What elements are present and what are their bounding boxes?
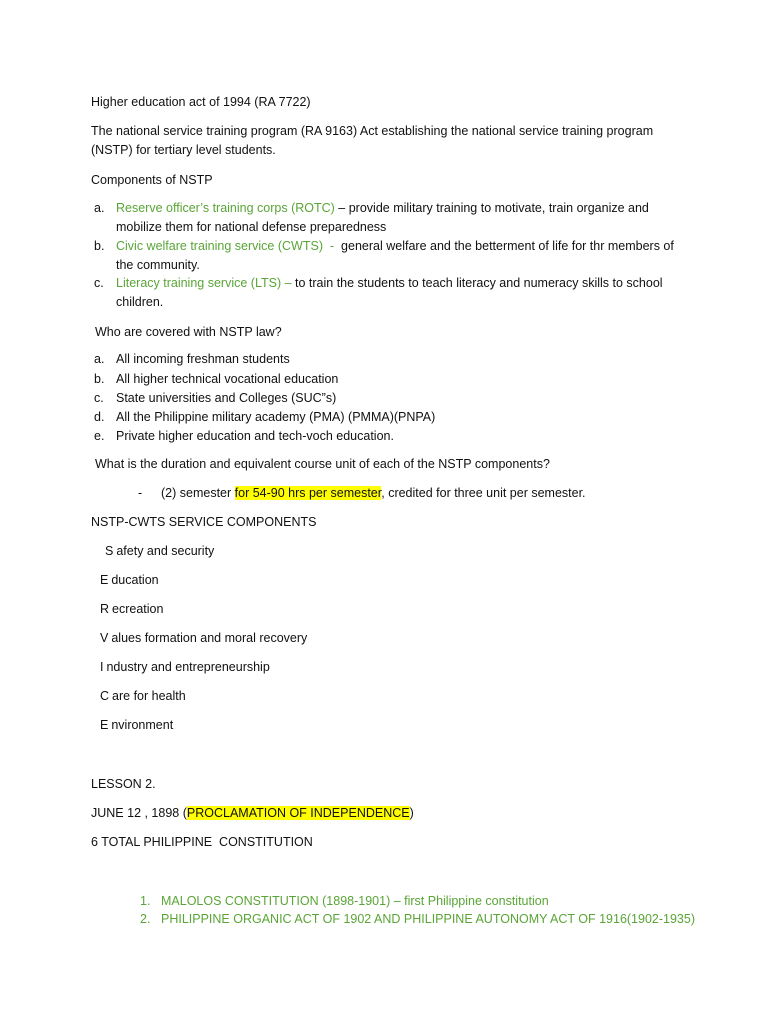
- cwts-rest: ecreation: [112, 602, 164, 616]
- covered-item: State universities and Colleges (SUC”s): [116, 391, 337, 405]
- component-name: Literacy training service (LTS): [116, 276, 282, 290]
- constitution-marker: 1.: [140, 894, 151, 908]
- duration-line: [161, 485, 586, 501]
- cwts-initial: C: [100, 689, 110, 703]
- component-marker: b.: [94, 239, 105, 253]
- component-marker: c.: [94, 276, 104, 290]
- covered-item: All incoming freshman students: [116, 352, 290, 366]
- covered-marker: d.: [94, 410, 105, 424]
- constitution-item: PHILIPPINE ORGANIC ACT OF 1902 AND PHILIPPINE AUTONOMY ACT OF 1916(1902-1935): [161, 912, 696, 926]
- cwts-rest: ndustry and entrepreneurship: [106, 660, 270, 674]
- lesson-heading: LESSON 2.: [91, 777, 156, 791]
- constitution-item: MALOLOS CONSTITUTION (1898-1901) – first Philippine constitution: [161, 894, 549, 908]
- covered-marker: b.: [94, 372, 105, 386]
- cwts-rest: afety and security: [116, 544, 215, 558]
- cwts-initial: E: [100, 718, 109, 732]
- cwts-rest: nvironment: [111, 718, 174, 732]
- cwts-initial: V: [100, 631, 109, 645]
- june-post: ): [409, 806, 414, 820]
- june-line: [91, 805, 414, 821]
- component-name: Reserve officer’s training corps (ROTC): [116, 201, 335, 215]
- cwts-initial: I: [100, 660, 104, 674]
- cwts-initial: E: [100, 573, 109, 587]
- component-sep: –: [281, 276, 296, 290]
- component-sep: –: [334, 201, 349, 215]
- ra7722-line: Higher education act of 1994 (RA 7722): [91, 95, 311, 109]
- component-name: Civic welfare training service (CWTS): [116, 239, 323, 253]
- covered-marker: c.: [94, 391, 104, 405]
- component-item-lts: [116, 274, 676, 312]
- covered-item: Private higher education and tech-voch education.: [116, 429, 394, 443]
- component-desc: provide military training to motivate, train organize and mobilize them for national defense preparedness: [116, 201, 649, 234]
- covered-marker: e.: [94, 429, 105, 443]
- cwts-item: [100, 572, 159, 588]
- component-desc: general welfare and the betterment of life for thr members of the community.: [116, 239, 674, 272]
- cwts-rest: alues formation and moral recovery: [111, 631, 308, 645]
- component-item-rotc: [116, 199, 676, 237]
- covered-item: All the Philippine military academy (PMA) (PMMA)(PNPA): [116, 410, 436, 424]
- duration-dash: -: [138, 486, 143, 500]
- component-marker: a.: [94, 201, 105, 215]
- cwts-item: [100, 630, 307, 646]
- cwts-item: [105, 543, 214, 559]
- cwts-item: [100, 688, 186, 704]
- cwts-heading: NSTP-CWTS SERVICE COMPONENTS: [91, 515, 317, 529]
- components-heading: Components of NSTP: [91, 173, 213, 187]
- june-pre: JUNE 12 , 1898 (: [91, 806, 187, 820]
- cwts-item: [100, 717, 173, 733]
- covered-heading: Who are covered with NSTP law?: [95, 325, 282, 339]
- duration-highlight: for 54-90 hrs per semester: [234, 486, 382, 500]
- constitution-heading: 6 TOTAL PHILIPPINE CONSTITUTION: [91, 835, 313, 849]
- cwts-initial: S: [105, 544, 114, 558]
- cwts-rest: are for health: [112, 689, 186, 703]
- cwts-initial: R: [100, 602, 110, 616]
- june-highlight: PROCLAMATION OF INDEPENDENCE: [186, 806, 410, 820]
- nstp-intro-paragraph: The national service training program (RA 9163) Act establishing the national service training program (NSTP) for tertiary level students.: [91, 124, 654, 157]
- component-desc: to train the students to teach literacy and numeracy skills to school children.: [116, 276, 663, 309]
- constitution-marker: 2.: [140, 912, 151, 926]
- covered-item: All higher technical vocational education: [116, 372, 339, 386]
- covered-marker: a.: [94, 352, 105, 366]
- component-sep: -: [322, 239, 342, 253]
- cwts-rest: ducation: [111, 573, 159, 587]
- duration-heading: What is the duration and equivalent course unit of each of the NSTP components?: [95, 457, 550, 471]
- cwts-item: [100, 601, 163, 617]
- cwts-item: [100, 659, 270, 675]
- component-item-cwts: [116, 237, 676, 275]
- duration-pre: (2) semester: [161, 486, 235, 500]
- duration-post: , credited for three unit per semester.: [381, 486, 586, 500]
